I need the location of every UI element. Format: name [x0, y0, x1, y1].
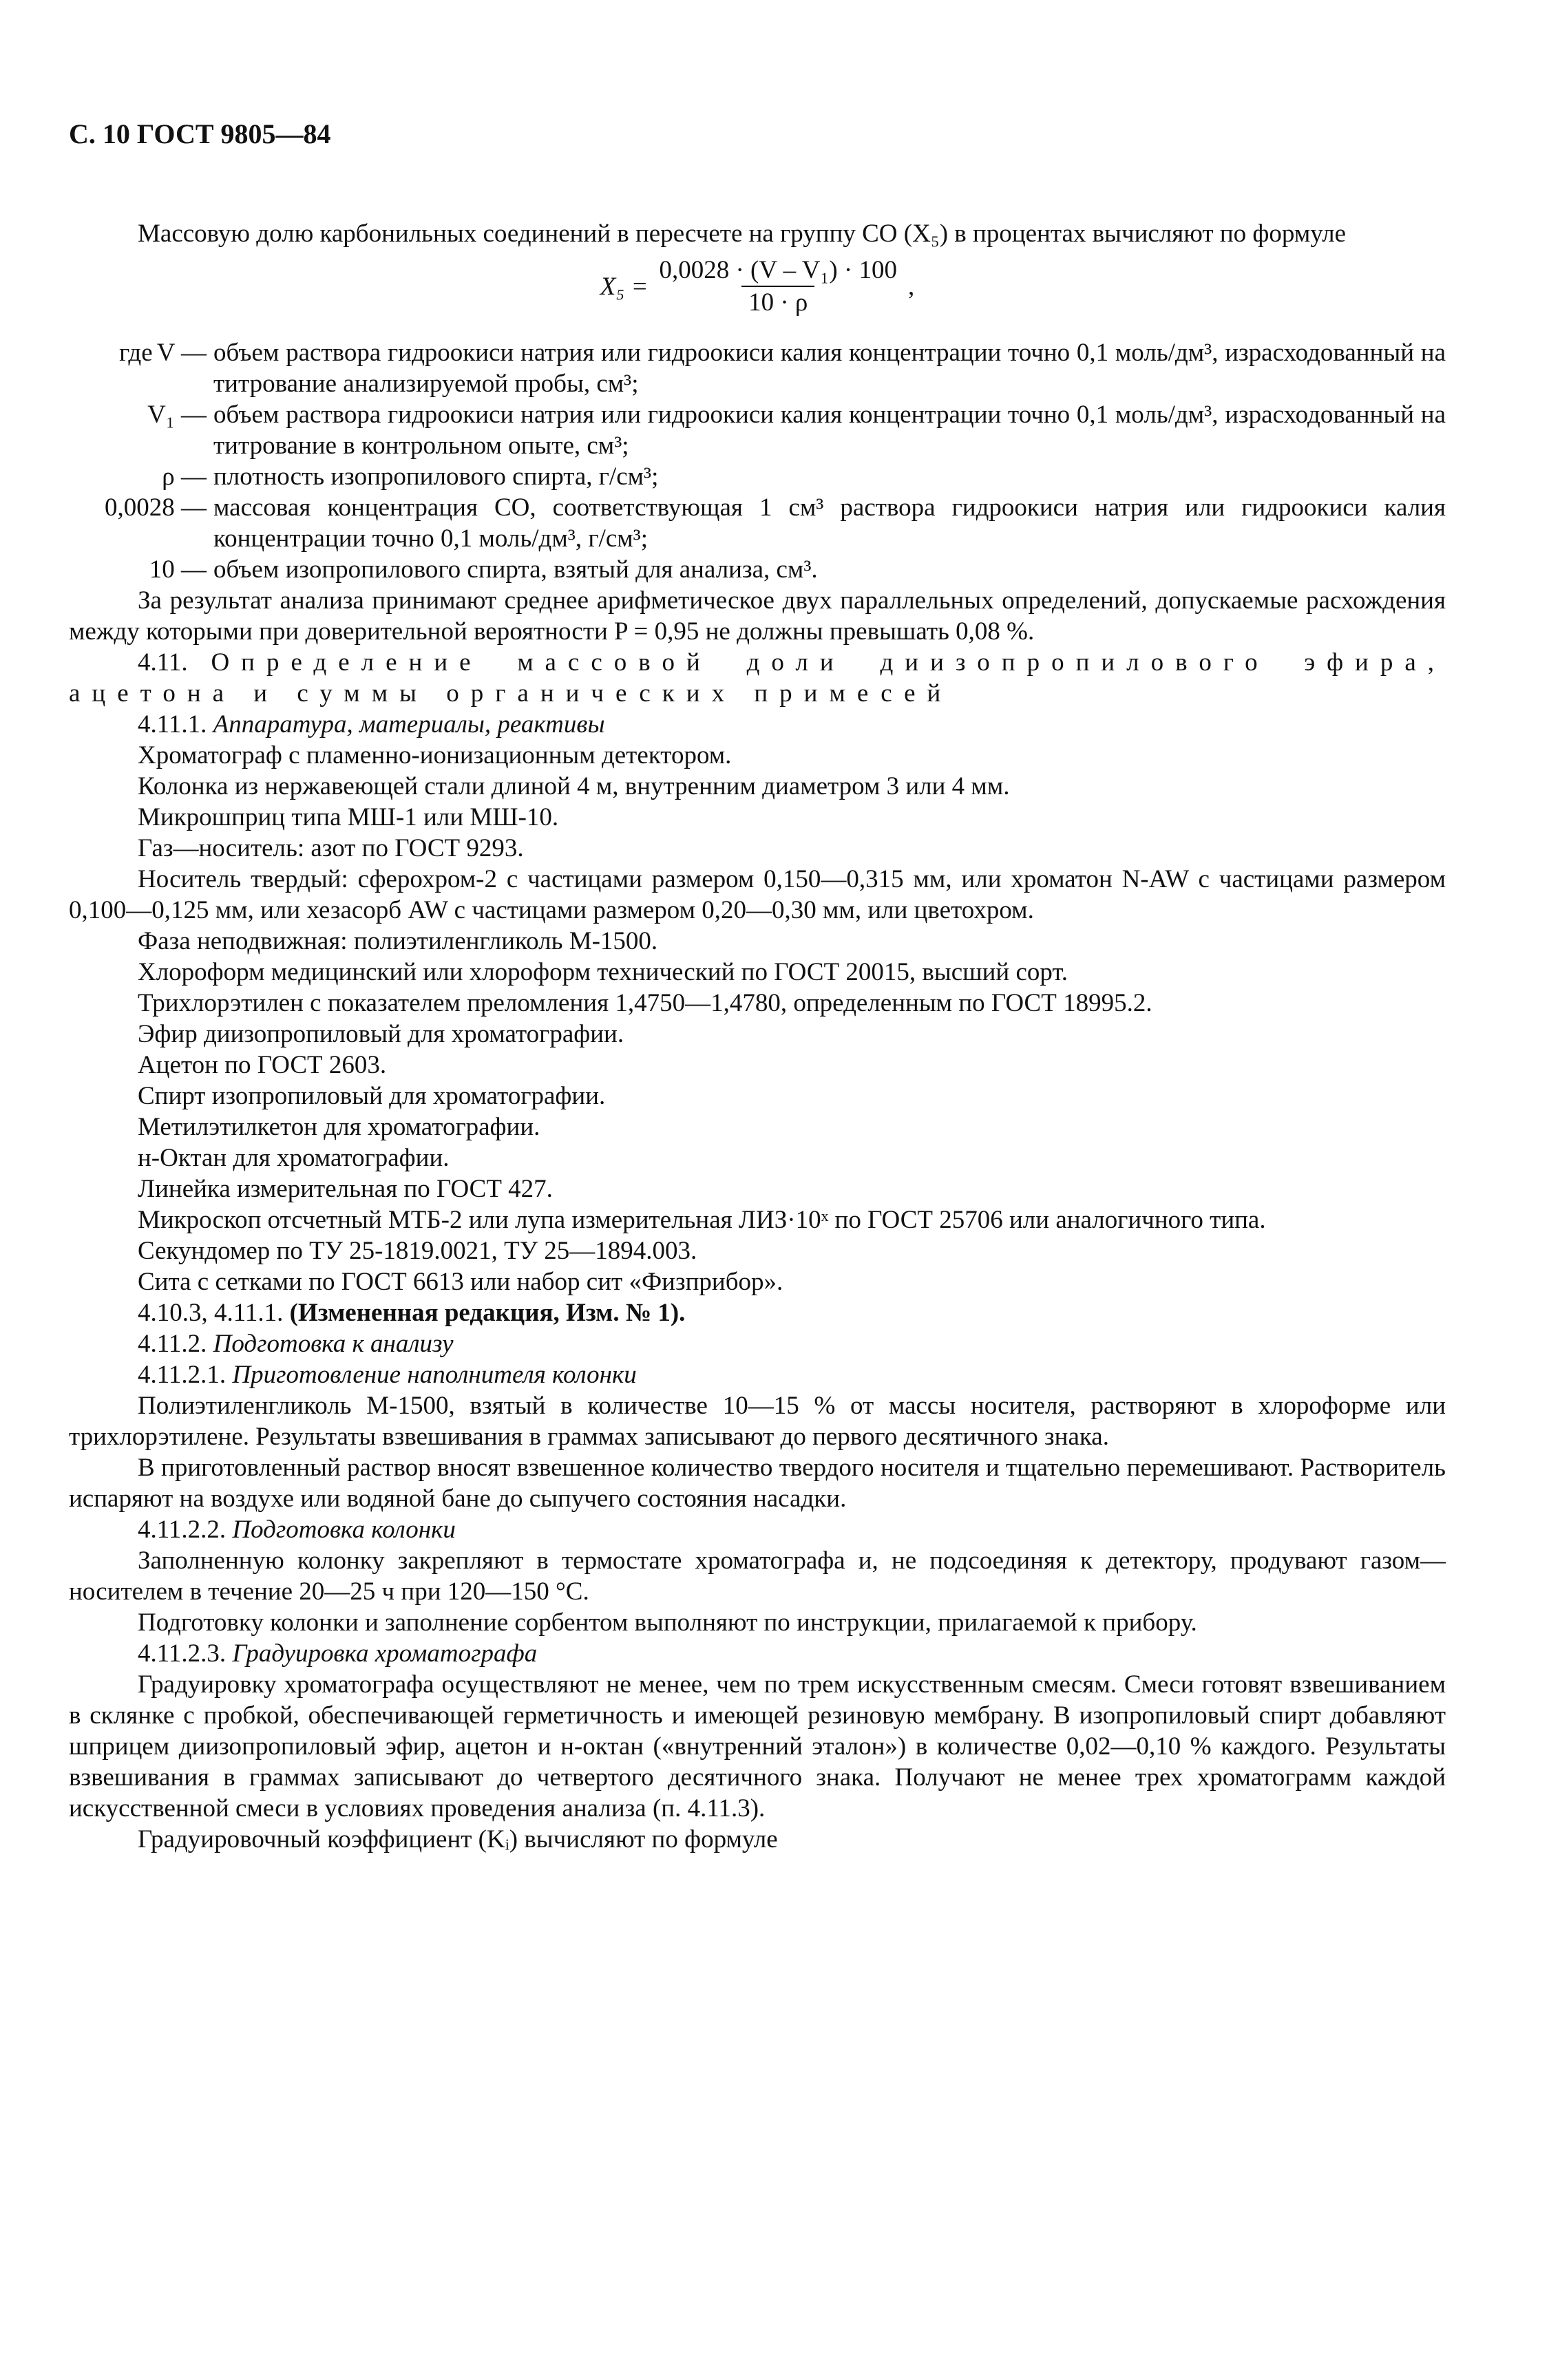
paragraph: Заполненную колонку закрепляют в термостате хроматографа и, не подсоединяя к детектору, продувают газом—носителем в течение 20—25 ч при 120—150 °С.: [69, 1547, 1446, 1606]
list-item: Секундомер по ТУ 25-1819.0021, ТУ 25—1894.003.: [138, 1237, 697, 1265]
list-item: Микроскоп отсчетный МТБ-2 или лупа измерительная ЛИЗ·10ˣ по ГОСТ 25706 или аналогичного типа.: [138, 1206, 1266, 1234]
formula-tail: ,: [907, 272, 915, 301]
where-sym-4: 10 —: [149, 555, 207, 584]
where-label: где: [119, 339, 153, 367]
where-desc-0: объем раствора гидроокиси натрия или гидроокиси калия концентрации точно 0,1 моль/дм³, израсходованный на титрование анализируемой пробы, см³;: [213, 339, 1446, 398]
list-item: Носитель твердый: сферохром-2 с частицами размером 0,150—0,315 мм, или хроматон N-AW с частицами размером 0,100—0,125 мм, или хезасорб AW с частицами размером 0,20—0,30 мм, или цветохром.: [69, 865, 1446, 924]
formula-fraction: [652, 255, 904, 318]
paragraph: В приготовленный раствор вносят взвешенное количество твердого носителя и тщательно перемешивают. Растворитель испаряют на воздухе или водяной бане до сыпучего состояния насадки.: [69, 1454, 1446, 1513]
section-4-11-2-heading: 4.11.2. Подготовка к анализу: [138, 1330, 454, 1358]
formula-lhs: X₅ =: [600, 272, 649, 301]
where-desc-1: объем раствора гидроокиси натрия или гидроокиси калия концентрации точно 0,1 моль/дм³, израсходованный на титрование в контрольном опыте, см³;: [213, 401, 1446, 460]
list-item: н-Октан для хроматографии.: [138, 1144, 450, 1172]
where-sym-0: где V —: [119, 339, 207, 367]
list-item: Микрошприц типа МШ-1 или МШ-10.: [138, 803, 559, 831]
paragraph: Градуировку хроматографа осуществляют не менее, чем по трем искусственным смесям. Смеси готовят взвешиванием в склянке с пробкой, обеспечивающей герметичность и имеющей резиновую мембрану. В изопропиловый спирт добавляют шприцем диизопропиловый эфир, ацетон и н-октан («внутренний эталон») в количестве 0,02—0,10 % каждого. Результаты взвешивания в граммах записывают до четвертого десятичного знака. Получают не менее трех хроматограмм каждой искусственной смеси в условиях проведения анализа (п. 4.11.3).: [69, 1670, 1446, 1823]
paragraph: Подготовку колонки и заполнение сорбентом выполняют по инструкции, прилагаемой к прибору.: [138, 1608, 1197, 1637]
list-item: Ацетон по ГОСТ 2603.: [138, 1051, 387, 1079]
section-4-11-2-1-heading: 4.11.2.1. Приготовление наполнителя колонки: [138, 1361, 637, 1389]
where-sym-2: ρ —: [162, 463, 207, 491]
list-item: Линейка измерительная по ГОСТ 427.: [138, 1175, 553, 1203]
list-item: Метилэтилкетон для хроматографии.: [138, 1113, 540, 1141]
list-item: Хроматограф с пламенно-ионизационным детектором.: [138, 741, 732, 769]
formula-x5: [69, 255, 1446, 318]
where-desc-3: массовая концентрация СО, соответствующая 1 см³ раствора гидроокиси натрия или гидроокиси калия концентрации точно 0,1 моль/дм³, г/см³;: [213, 493, 1446, 553]
list-item: Хлороформ медицинский или хлороформ технический по ГОСТ 20015, высший сорт.: [138, 958, 1068, 986]
list-item: Газ—носитель: азот по ГОСТ 9293.: [138, 834, 524, 862]
list-item: Трихлорэтилен с показателем преломления 1,4750—1,4780, определенным по ГОСТ 18995.2.: [138, 989, 1152, 1017]
list-item: Эфир диизопропиловый для хроматографии.: [138, 1020, 624, 1048]
paragraph: Полиэтиленгликоль М-1500, взятый в количестве 10—15 % от массы носителя, растворяют в хлороформе или трихлорэтилене. Результаты взвешивания в граммах записывают до первого десятичного знака.: [69, 1392, 1446, 1451]
where-desc-4: объем изопропилового спирта, взятый для анализа, см³.: [213, 555, 818, 584]
section-4-11-1-heading: 4.11.1. Аппаратура, материалы, реактивы: [138, 710, 605, 739]
section-4-11-2-2-heading: 4.11.2.2. Подготовка колонки: [138, 1516, 456, 1544]
list-item: Фаза неподвижная: полиэтиленгликоль М-1500.: [138, 927, 658, 955]
formula-numerator: 0,0028 · (V – V₁) · 100: [659, 256, 897, 284]
result-paragraph: За результат анализа принимают среднее арифметическое двух параллельных определений, допускаемые расхождения между которыми при доверительной вероятности P = 0,95 не должны превышать 0,08 %.: [69, 586, 1446, 646]
where-sym-1: V₁ —: [147, 401, 207, 429]
formula-denominator: 10 · ρ: [741, 286, 814, 318]
section-4-11-2-3-heading: 4.11.2.3. Градуировка хроматографа: [138, 1639, 538, 1668]
list-item: Сита с сетками по ГОСТ 6613 или набор сит «Физприбор».: [138, 1268, 783, 1296]
list-item: Колонка из нержавеющей стали длиной 4 м, внутренним диаметром 3 или 4 мм.: [138, 772, 1010, 800]
section-4-11-heading: 4.11. Определение массовой доли диизопропилового эфира, ацетона и суммы органических примесей: [69, 648, 1446, 708]
list-item: Спирт изопропиловый для хроматографии.: [138, 1082, 606, 1110]
where-desc-2: плотность изопропилового спирта, г/см³;: [213, 463, 659, 491]
change-note: 4.10.3, 4.11.1. (Измененная редакция, Изм. № 1).: [138, 1299, 686, 1327]
intro-paragraph: Массовую долю карбонильных соединений в пересчете на группу СО (X₅) в процентах вычисляют по формуле: [138, 220, 1346, 248]
where-sym-3: 0,0028 —: [105, 493, 207, 522]
where-list: [69, 337, 1446, 585]
paragraph: Градуировочный коэффициент (Kᵢ) вычисляют по формуле: [138, 1825, 778, 1853]
page-header: С. 10 ГОСТ 9805—84: [69, 118, 331, 149]
